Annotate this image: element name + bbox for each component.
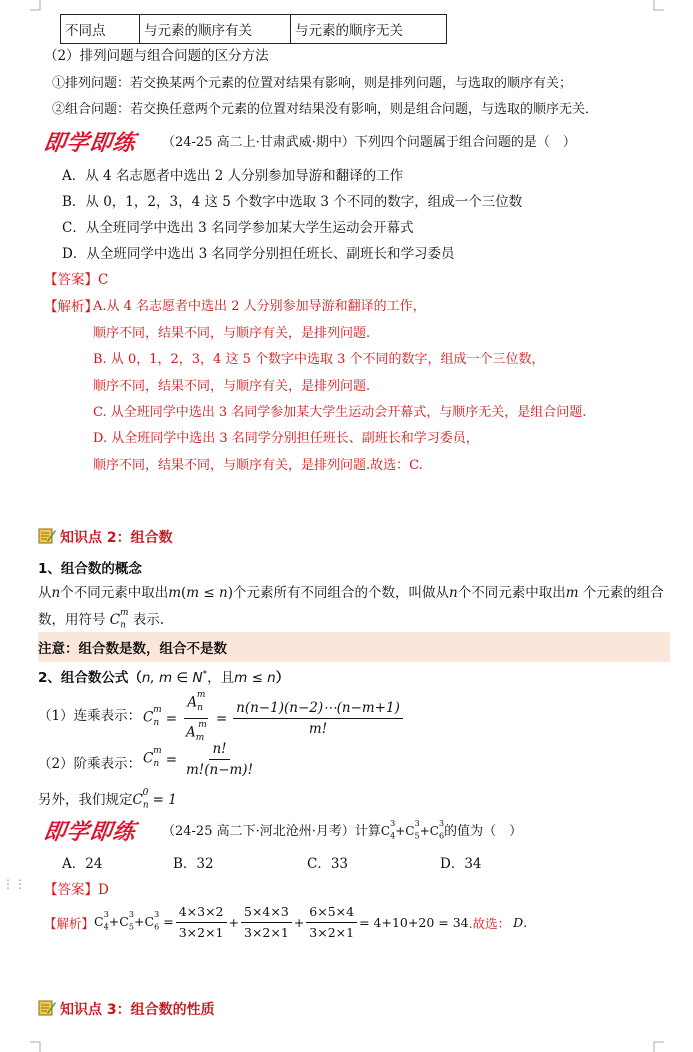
- math-n: n: [449, 585, 458, 601]
- analysis-line: C. 从全班同学中选出 3 名同学参加某大学生运动会开幕式，与顺序无关，是组合问题.: [93, 405, 587, 420]
- math-sep: ，且: [207, 670, 235, 686]
- text-run: .: [523, 915, 528, 930]
- diff-line-2: ②组合问题：若交换任意两个元素的位置对结果没有影响，则是组合问题，与选取的顺序无关．: [52, 102, 599, 117]
- question-2-option-c: C．33: [307, 856, 349, 872]
- math-lhs: $C_n^m$: [143, 745, 162, 770]
- text-run: 表示.: [132, 612, 165, 628]
- math-fraction: $\frac{A_n^m}{A_m^m}$: [186, 690, 207, 744]
- question-2-option-a: A．24: [62, 856, 103, 872]
- math-fraction: $\frac{5\times 4\times 3}{3\times 2\times 1}$: [241, 903, 292, 942]
- math-fraction: $\frac{4\times 3\times 2}{3\times 2\times 1}$: [176, 903, 227, 942]
- text-run: 个不同元素中取出: [60, 585, 169, 601]
- text-run: 从: [38, 585, 52, 601]
- diff-line-1: ①排列问题：若交换某两个元素的位置对结果有影响，则是排列问题，与选取的顺序有关；: [52, 76, 573, 91]
- question-1-option-a: A．从 4 名志愿者中选出 2 人分别参加导游和翻译的工作: [62, 168, 404, 184]
- math-m-paren: m: [168, 585, 182, 601]
- formula-1-label: （1）连乘表示：: [38, 708, 142, 724]
- answer-tag: 【答案】: [44, 272, 98, 288]
- table-cell: 与元素的顺序无关: [291, 15, 447, 44]
- math-result: = 4+10+20 = 34: [359, 915, 469, 930]
- crop-mark-bottom-right: [652, 1040, 664, 1052]
- text-run: 数，用符号: [38, 612, 106, 628]
- text-run: ）: [275, 670, 290, 686]
- math-expression: $C_4^3+C_5^3+C_6^3$ =: [94, 909, 174, 932]
- math-fraction: $\frac{n!}{m!(n-m)!}$: [186, 741, 253, 778]
- math-condition: m ≤ n: [234, 670, 276, 686]
- answer-tag: 【答案】: [44, 882, 98, 898]
- text-run: （24-25 高二下·河北沧州·月考）计算: [162, 824, 381, 839]
- concept-line-2: [38, 608, 164, 631]
- text-run: 个元素所有不同组合的个数，叫做从: [233, 585, 449, 601]
- diff-title: （2）排列问题与组合问题的区分方法: [44, 48, 269, 64]
- text-run: 个不同元素中取出: [457, 585, 566, 601]
- table-row: [61, 15, 447, 44]
- analysis-line: 顺序不同，结果不同，与顺序有关，是排列问题.故选：C.: [93, 458, 423, 473]
- concept-line-1: [38, 581, 664, 601]
- analysis-conclusion: .故选：: [468, 915, 511, 931]
- text-run: 个元素的组合: [582, 585, 664, 601]
- crop-mark-bottom-left: [30, 1040, 42, 1052]
- question-1-stem: （24-25 高二上·甘肃武威·期中）下列四个问题属于组合问题的是（ ）: [162, 135, 576, 150]
- answer-value: D: [98, 882, 109, 898]
- concept-title: 1、组合数的概念: [38, 561, 142, 577]
- formula-1: [143, 690, 405, 747]
- formula-2: [143, 740, 258, 779]
- drag-handle-icon[interactable]: ⋮⋮: [2, 877, 26, 891]
- question-1-option-d: D．从全班同学中选出 3 名同学分别担任班长、副班长和学习委员: [62, 246, 455, 262]
- knowledge-point-2-title: 知识点 2：组合数: [60, 530, 173, 546]
- analysis-tag: 【解析】: [44, 915, 95, 931]
- math-lhs: $C_n^m$: [143, 705, 162, 729]
- question-2-stem: [162, 820, 522, 840]
- math-equals: =: [165, 710, 177, 727]
- math-n: n: [51, 585, 61, 601]
- crop-mark-top-right: [652, 0, 664, 12]
- ji-xue-ji-lian-logo: 即学即练: [41, 820, 138, 845]
- question-1-option-c: C．从全班同学中选出 3 名同学参加某大学生运动会开幕式: [62, 220, 414, 236]
- analysis-answer: D: [513, 915, 524, 930]
- math-expression: $C_4^3+C_5^3+C_6^3$: [380, 819, 445, 841]
- note-text: 注意：组合数是数，组合不是数: [38, 641, 227, 657]
- notebook-pencil-icon: [38, 527, 56, 544]
- question-2-option-d: D．34: [440, 856, 482, 872]
- crop-mark-top-left: [30, 0, 42, 12]
- table-cell: 与元素的顺序有关: [140, 15, 291, 44]
- math-rule: $C_n^0 = 1$: [132, 787, 177, 811]
- math-equals: =: [215, 710, 228, 727]
- text-run: 另外，我们规定: [38, 792, 133, 808]
- math-fraction: $\frac{6\times 5\times 4}{3\times 2\times 1}$: [306, 903, 357, 942]
- question-2-option-b: B．32: [173, 856, 214, 872]
- question-2-answer: [44, 878, 109, 898]
- math-fraction: $\frac{n(n-1)(n-2)\cdots(n-m+1)}{m!}$: [233, 699, 403, 738]
- notebook-pencil-icon: [38, 999, 56, 1016]
- math-condition: (m ≤ n): [181, 585, 233, 601]
- analysis-line: B. 从 0，1，2，3，4 这 5 个数字中选取 3 个不同的数字，组成一个三位数，: [93, 352, 545, 367]
- text-run: 的值为（ ）: [444, 824, 523, 839]
- math-equals: =: [165, 751, 177, 768]
- extra-rule: [38, 788, 177, 811]
- question-1-answer: [44, 268, 108, 288]
- math-condition: n, m ∈ N*: [141, 669, 208, 686]
- formula-2-label: （2）阶乘表示：: [38, 756, 142, 772]
- comparison-table-fragment: [60, 14, 447, 44]
- question-1-option-b: B．从 0，1，2，3，4 这 5 个数字中选取 3 个不同的数字，组成一个三位数: [62, 194, 523, 210]
- answer-value: C: [98, 272, 109, 288]
- analysis-line: 顺序不同，结果不同，与顺序有关，是排列问题.: [93, 326, 371, 341]
- knowledge-point-3-title: 知识点 3：组合数的性质: [60, 1002, 215, 1018]
- ji-xue-ji-lian-logo: 即学即练: [41, 131, 138, 156]
- analysis-line: D. 从全班同学中选出 3 名同学分别担任班长、副班长和学习委员，: [93, 431, 479, 446]
- analysis-line: 顺序不同，结果不同，与顺序有关，是排列问题.: [93, 379, 371, 394]
- analysis-line: A.从 4 名志愿者中选出 2 人分别参加导游和翻译的工作，: [93, 299, 426, 314]
- question-1-analysis-tag: 【解析】: [44, 299, 98, 315]
- formula-title: [38, 666, 289, 686]
- math-m: m: [565, 585, 579, 601]
- table-cell: 不同点: [61, 15, 140, 44]
- math-combination-symbol: $C_n^m$: [109, 607, 129, 631]
- question-2-analysis: 【解析】 $C_4^3+C_5^3+C_6^3$ = $\frac{4\times 3\times 2}{3\times 2\times 1}$ + $\frac{5\times 4\times 3}{3\times 2\times 1}$ + $\frac{6\times 5\times 4}{3\times 2\times 1}$ = 4+10+20 = 34 .故选： D .: [44, 904, 528, 940]
- text-run: 2、组合数公式（: [38, 670, 142, 686]
